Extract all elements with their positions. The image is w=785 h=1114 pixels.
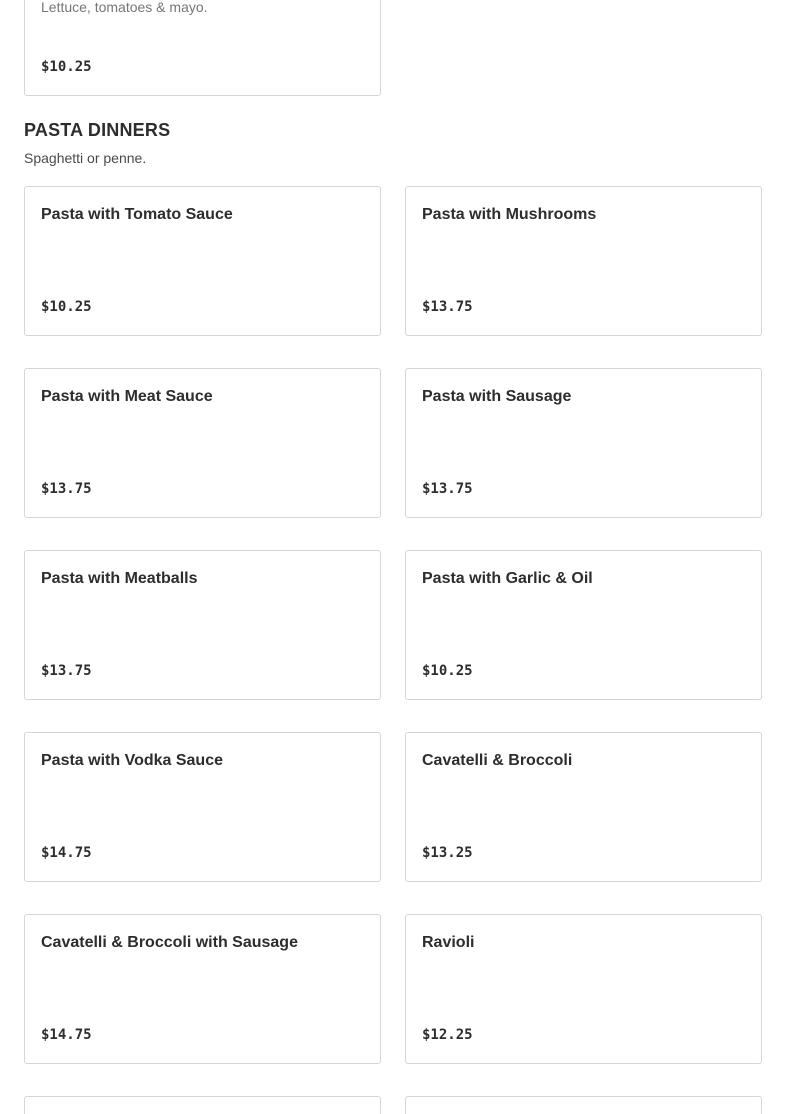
menu-item-card[interactable] xyxy=(24,368,381,518)
menu-item-name: Pasta with Meat Sauce xyxy=(41,388,213,405)
menu-item-price: $13.75 xyxy=(422,299,473,315)
menu-item-card[interactable] xyxy=(24,914,381,1064)
menu-item-name: Pasta with Garlic & Oil xyxy=(422,570,593,587)
menu-item-card[interactable] xyxy=(24,0,381,96)
menu-item-price: $14.75 xyxy=(41,845,92,861)
menu-item-price: $13.25 xyxy=(422,845,473,861)
menu-item-card[interactable] xyxy=(405,732,762,882)
menu-item-card[interactable] xyxy=(405,186,762,336)
menu-item-card[interactable] xyxy=(405,368,762,518)
menu-item-price: $13.75 xyxy=(422,481,473,497)
menu-item-name: Pasta with Vodka Sauce xyxy=(41,752,223,769)
menu-item-price: $13.75 xyxy=(41,663,92,679)
menu-item-price: $10.25 xyxy=(41,299,92,315)
menu-item-name: Pasta with Tomato Sauce xyxy=(41,206,233,223)
menu-item-description: Lettuce, tomatoes & mayo. xyxy=(41,0,208,15)
menu-item-card[interactable] xyxy=(24,186,381,336)
menu-item-price: $13.75 xyxy=(41,481,92,497)
menu-item-name: Pasta with Sausage xyxy=(422,388,572,405)
menu-item-price: $12.25 xyxy=(422,1027,473,1043)
menu-item-card[interactable] xyxy=(405,1096,762,1114)
menu-item-name: Cavatelli & Broccoli xyxy=(422,752,573,769)
menu-item-card[interactable] xyxy=(405,914,762,1064)
menu-item-name: Pasta with Mushrooms xyxy=(422,206,597,223)
section-subtitle: Spaghetti or penne. xyxy=(24,150,147,166)
menu-item-name: Pasta with Meatballs xyxy=(41,570,198,587)
menu-item-card[interactable] xyxy=(24,732,381,882)
menu-item-card[interactable] xyxy=(24,550,381,700)
menu-item-name: Cavatelli & Broccoli with Sausage xyxy=(41,934,298,951)
section-title: PASTA DINNERS xyxy=(24,120,171,140)
menu-item-price: $10.25 xyxy=(422,663,473,679)
menu-item-price: $14.75 xyxy=(41,1027,92,1043)
menu-item-name: Ravioli xyxy=(422,934,475,951)
menu-item-price: $10.25 xyxy=(41,59,92,75)
menu-item-card[interactable] xyxy=(24,1096,381,1114)
menu-item-card[interactable] xyxy=(405,550,762,700)
